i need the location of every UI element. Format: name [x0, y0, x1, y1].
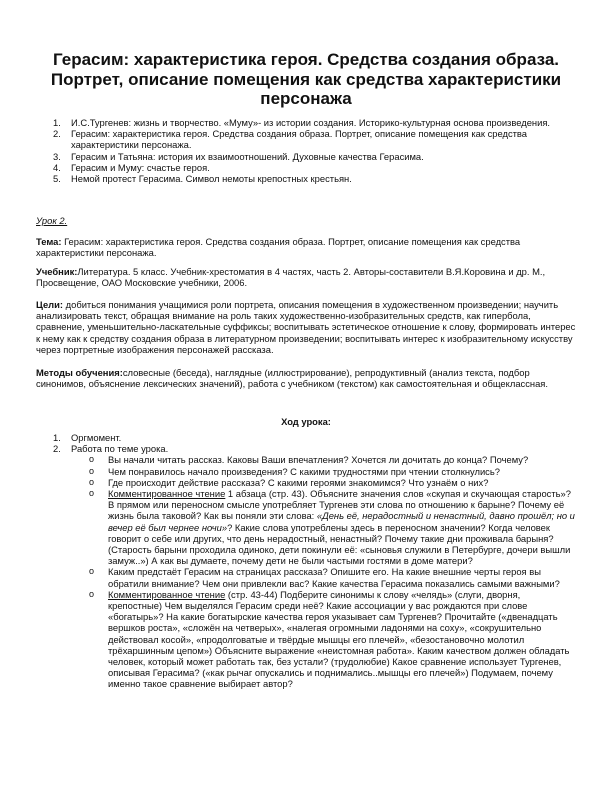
bullet-icon: o — [89, 488, 95, 499]
bullet-icon: o — [89, 476, 95, 487]
goals-paragraph: Цели: добиться понимания учащимися роли портрета, описания помещения в художественном произведении; научить анализировать текст, обращая внимание на роль таких художественно-изобразительных средств, как гипербола, сравнение, уменьшительно-ласкательные суффиксы; воспитывать эстетическое отношение к слову, формировать интерес к нему как к средству создания образа в литературном произведении; воспитывать интерес к изобразительному искусству через портретные изображения персонажей рассказа. — [36, 299, 576, 355]
textbook-paragraph: Учебник:Литература. 5 класс. Учебник-хрестоматия в 4 частях, часть 2. Авторы-составители В.Я.Коровина и др. М., Просвещение, ОАО Московские учебники, 2006. — [36, 266, 546, 289]
lesson-steps-list — [36, 432, 576, 690]
list-item: 4. Герасим и Муму: счастье героя. — [53, 161, 210, 173]
course-heading: Ход урока: — [281, 416, 331, 427]
lesson-plan-list — [36, 117, 576, 184]
list-item: 2. Работа по теме урока. — [53, 443, 169, 455]
bullet-icon: o — [89, 465, 95, 476]
question-item: o Каким предстаёт Герасим на страницах рассказа? Опишите его. На какие внешние черты героя вы обратили внимание? Чем они привлекли вас? Какие качества Герасима показались самыми важными? — [89, 566, 560, 589]
bullet-icon: o — [89, 454, 95, 465]
list-item: 1. Оргмомент. — [53, 432, 122, 443]
list-item: 2. Герасим: характеристика героя. Средства создания образа. Портрет, описание помещения как средства характеристики персонажа. — [53, 128, 528, 151]
list-item: 3. Герасим и Татьяна: история их взаимоотношений. Духовные качества Герасима. — [53, 150, 424, 162]
question-item: o Вы начали читать рассказ. Каковы Ваши впечатления? Хочется ли дочитать до конца? Почему? — [89, 454, 529, 466]
list-item: 5. Немой протест Герасима. Символ немоты крепостных крестьян. — [53, 173, 352, 185]
list-item: 1. И.С.Тургенев: жизнь и творчество. «Муму»- из истории создания. Историко-культурная основа произведения. — [53, 117, 551, 128]
lesson-label: Урок 2. — [36, 215, 68, 226]
question-item: o Комментированное чтение (стр. 43-44) Подберите синонимы к слову «челядь» (слуги, дворня, крепостные) Чем выделялся Герасим среди неё? Какие ассоциации у вас рождаются при слове «богатырь»? На какие богатырские качества героя указывает сам Тургенев? Прочитайте («двенадцать вершков роста», «сложён на четверых», «налегая огромными ладонями на соху», «сокрушительно действовал косой», «продолговатые и твёрдые мышцы его плечей», «безостановочно молотил трёхаршинным цепом») Объясните выражение «неистомная работа». Каким качеством должен обладать человек, который может работать так, без устали? (трудолюбие) Какое сравнение использует Тургенев, описывая Герасима? («как рычаг опускались и поднимались..мышцы его плечей») Подумаем, почему именно такое сравнение выбирает автор? — [89, 588, 570, 690]
question-item: o Чем понравилось начало произведения? С какими трудностями при чтении столкнулись? — [89, 465, 500, 477]
methods-paragraph: Методы обучения:словесные (беседа), наглядные (иллюстрирование), репродуктивный (анализ текста, подбор синонимов, объяснение лексических значений), работа с учебником (текстом) как самостоятельная и общеклассная. — [36, 367, 548, 390]
page-title: Герасим: характеристика героя. Средства создания образа. Портрет, описание помещения как средства характеристики персонажа — [50, 50, 562, 108]
bullet-icon: o — [89, 588, 95, 599]
bullet-icon: o — [89, 566, 95, 577]
question-item: o Где происходит действие рассказа? С какими героями знакомимся? Что узнаём о них? — [89, 476, 489, 488]
theme-paragraph: Тема: Герасим: характеристика героя. Средства создания образа. Портрет, описание помещения как средства характеристики персонажа. — [36, 236, 521, 259]
question-item: o Комментированное чтение 1 абзаца (стр. 43). Объясните значения слов «скупая и скучающая старость»? В прямом или переносном смысле употребляет Тургенев эти слова по отношению к барыне? Почему её жизнь была таковой? Как вы поняли эти слова: «День её, нерадостный и ненастный, давно прошёл; но и вечер её был чернее ночи»? Какие слова употреблены здесь в переносном значении? Когда человек говорит о себе или других, что день нерадостный, ненастный? Почему такие дни проживала барыня? (Старость барыни проходила одиноко, дети покинули её: «сыновья служили в Петербурге, дочери вышли замуж..») А как вы думаете, почему дети не были частыми гостями в доме матери? — [89, 488, 575, 567]
